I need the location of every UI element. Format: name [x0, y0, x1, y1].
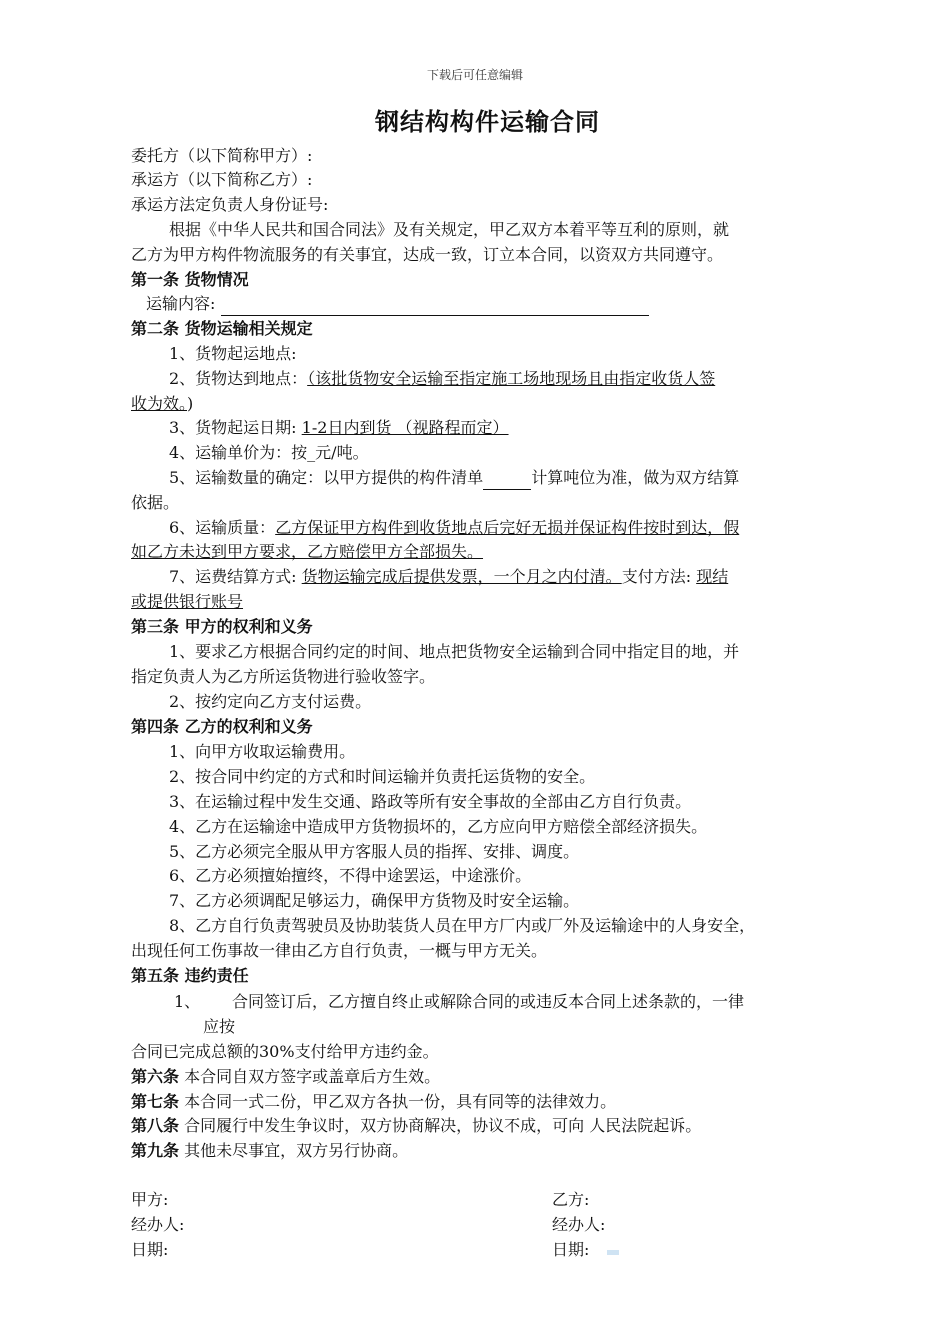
item-3-value: 1-2日内到货 （视路程而定）: [301, 418, 509, 437]
component-list-blank: [483, 471, 531, 490]
highlight-mark: [607, 1250, 619, 1255]
item-5-b: 计算吨位为准，做为双方结算: [531, 468, 740, 487]
article-4-item: 4、乙方在运输途中造成甲方货物损坏的，乙方应向甲方赔偿全部经济损失。: [169, 817, 708, 836]
article-4-item: 5、乙方必须完全服从甲方客服人员的指挥、安排、调度。: [169, 842, 580, 861]
date-a-label: 日期:: [131, 1240, 169, 1259]
item-2-label: 2、货物达到地点：: [169, 369, 308, 388]
item-7-pay-label: 支付方法:: [621, 567, 692, 586]
article-2-item-1: 1、货物起运地点:: [169, 344, 297, 363]
article-5-penalty: 合同已完成总额的30%支付给甲方违约金。: [131, 1042, 439, 1061]
article-9-label: 第九条: [131, 1141, 180, 1160]
article-2-item-3: [169, 416, 509, 440]
article-2-item-5-cont: 依据。: [131, 493, 180, 512]
article-7: [131, 1090, 616, 1114]
party-b-label: 乙方:: [552, 1190, 590, 1209]
article-2-item-2-cont: [131, 392, 193, 416]
item-7-pay-value: 现结: [696, 567, 729, 586]
carrier-line: 承运方（以下简称乙方）:: [131, 170, 313, 189]
article-4-heading: 第四条 乙方的权利和义务: [131, 717, 313, 736]
article-8-label: 第八条: [131, 1116, 180, 1135]
item-5-a: 5、运输数量的确定：以甲方提供的构件清单: [169, 468, 484, 487]
article-6: [131, 1065, 440, 1089]
transport-content-label: 运输内容:: [146, 294, 216, 313]
article-4-item: 8、乙方自行负责驾驶员及协助装货人员在甲方厂内或厂外及运输途中的人身安全，: [169, 916, 756, 935]
article-5-clause-text-cont: 应按: [203, 1017, 236, 1036]
item-2-close: ): [187, 394, 194, 413]
article-3-item-1: 1、要求乙方根据合同约定的时间、地点把货物安全运输到合同中指定目的地，并: [169, 642, 740, 661]
agent-b-label: 经办人:: [552, 1215, 606, 1234]
item-2-value-cont: 收为效。: [131, 394, 188, 413]
article-4-item: 2、按合同中约定的方式和时间运输并负责托运货物的安全。: [169, 767, 596, 786]
article-2-item-7-cont: [131, 590, 243, 614]
article-2-item-4: 4、运输单价为：按_元/吨。: [169, 443, 369, 462]
header-note: 下载后可任意编辑: [426, 68, 523, 82]
article-5-clause-text: 合同签订后，乙方擅自终止或解除合同的或违反本合同上述条款的，一律: [232, 992, 745, 1011]
article-8-text: 合同履行中发生争议时，双方协商解决，协议不成，可向 人民法院起诉。: [184, 1116, 702, 1135]
article-7-label: 第七条: [131, 1092, 180, 1111]
item-6-value: 乙方保证甲方构件到收货地点后完好无损并保证构件按时到达，假: [275, 518, 740, 537]
item-6-label: 6、运输质量：: [169, 518, 276, 537]
article-2-item-6: [169, 516, 739, 540]
item-7-pay-value-cont: 或提供银行账号: [131, 592, 244, 611]
article-4-item: 1、向甲方收取运输费用。: [169, 742, 356, 761]
item-7-value: 货物运输完成后提供发票，一个月之内付清。: [301, 567, 622, 586]
document-title: 钢结构构件运输合同: [375, 107, 600, 136]
party-a-label: 甲方:: [131, 1190, 169, 1209]
preamble-line-2: 乙方为甲方构件物流服务的有关事宜，达成一致，订立本合同，以资双方共同遵守。: [131, 245, 724, 264]
date-b-label: 日期:: [552, 1240, 590, 1259]
transport-content-blank: [221, 297, 649, 316]
item-6-value-cont: 如乙方未达到甲方要求，乙方赔偿甲方全部损失。: [131, 542, 484, 561]
agent-a-label: 经办人:: [131, 1215, 185, 1234]
article-9-text: 其他未尽事宜，双方另行协商。: [184, 1141, 409, 1160]
article-6-text: 本合同自双方签字或盖章后方生效。: [184, 1067, 441, 1086]
article-7-text: 本合同一式二份，甲乙双方各执一份，具有同等的法律效力。: [184, 1092, 617, 1111]
article-2-heading: 第二条 货物运输相关规定: [131, 319, 313, 338]
article-9: [131, 1139, 408, 1163]
item-7-label: 7、运费结算方式:: [169, 567, 297, 586]
article-3-item-2: 2、按约定向乙方支付运费。: [169, 692, 372, 711]
article-5-heading: 第五条 违约责任: [131, 966, 249, 985]
article-4-item: 7、乙方必须调配足够运力，确保甲方货物及时安全运输。: [169, 891, 580, 910]
article-1-heading: 第一条 货物情况: [131, 270, 249, 289]
article-3-item-1-cont: 指定负责人为乙方所运货物进行验收签字。: [131, 667, 436, 686]
client-line: 委托方（以下简称甲方）:: [131, 146, 313, 165]
article-2-item-7: [169, 565, 728, 589]
article-8: [131, 1114, 701, 1138]
article-2-item-6-cont: [131, 540, 483, 564]
article-3-heading: 第三条 甲方的权利和义务: [131, 617, 313, 636]
article-5-clause-number: 1、: [174, 992, 201, 1011]
carrier-id-line: 承运方法定负责人身份证号:: [131, 195, 329, 214]
article-2-item-5: [169, 466, 739, 490]
item-3-label: 3、货物起运日期:: [169, 418, 297, 437]
preamble-line-1: 根据《中华人民共和国合同法》及有关规定，甲乙双方本着平等互利的原则，就: [169, 220, 730, 239]
article-2-item-2: [169, 367, 715, 391]
transport-content-line: [146, 292, 649, 316]
article-6-label: 第六条: [131, 1067, 180, 1086]
item-2-value: （该批货物安全运输至指定施工场地现场且由指定收货人签: [307, 369, 716, 388]
article-4-item: 3、在运输过程中发生交通、路政等所有安全事故的全部由乙方自行负责。: [169, 792, 692, 811]
article-4-item: 6、乙方必须擅始擅终，不得中途罢运，中途涨价。: [169, 866, 532, 885]
article-4-item-8-cont: 出现任何工伤事故一律由乙方自行负责，一概与甲方无关。: [131, 941, 548, 960]
